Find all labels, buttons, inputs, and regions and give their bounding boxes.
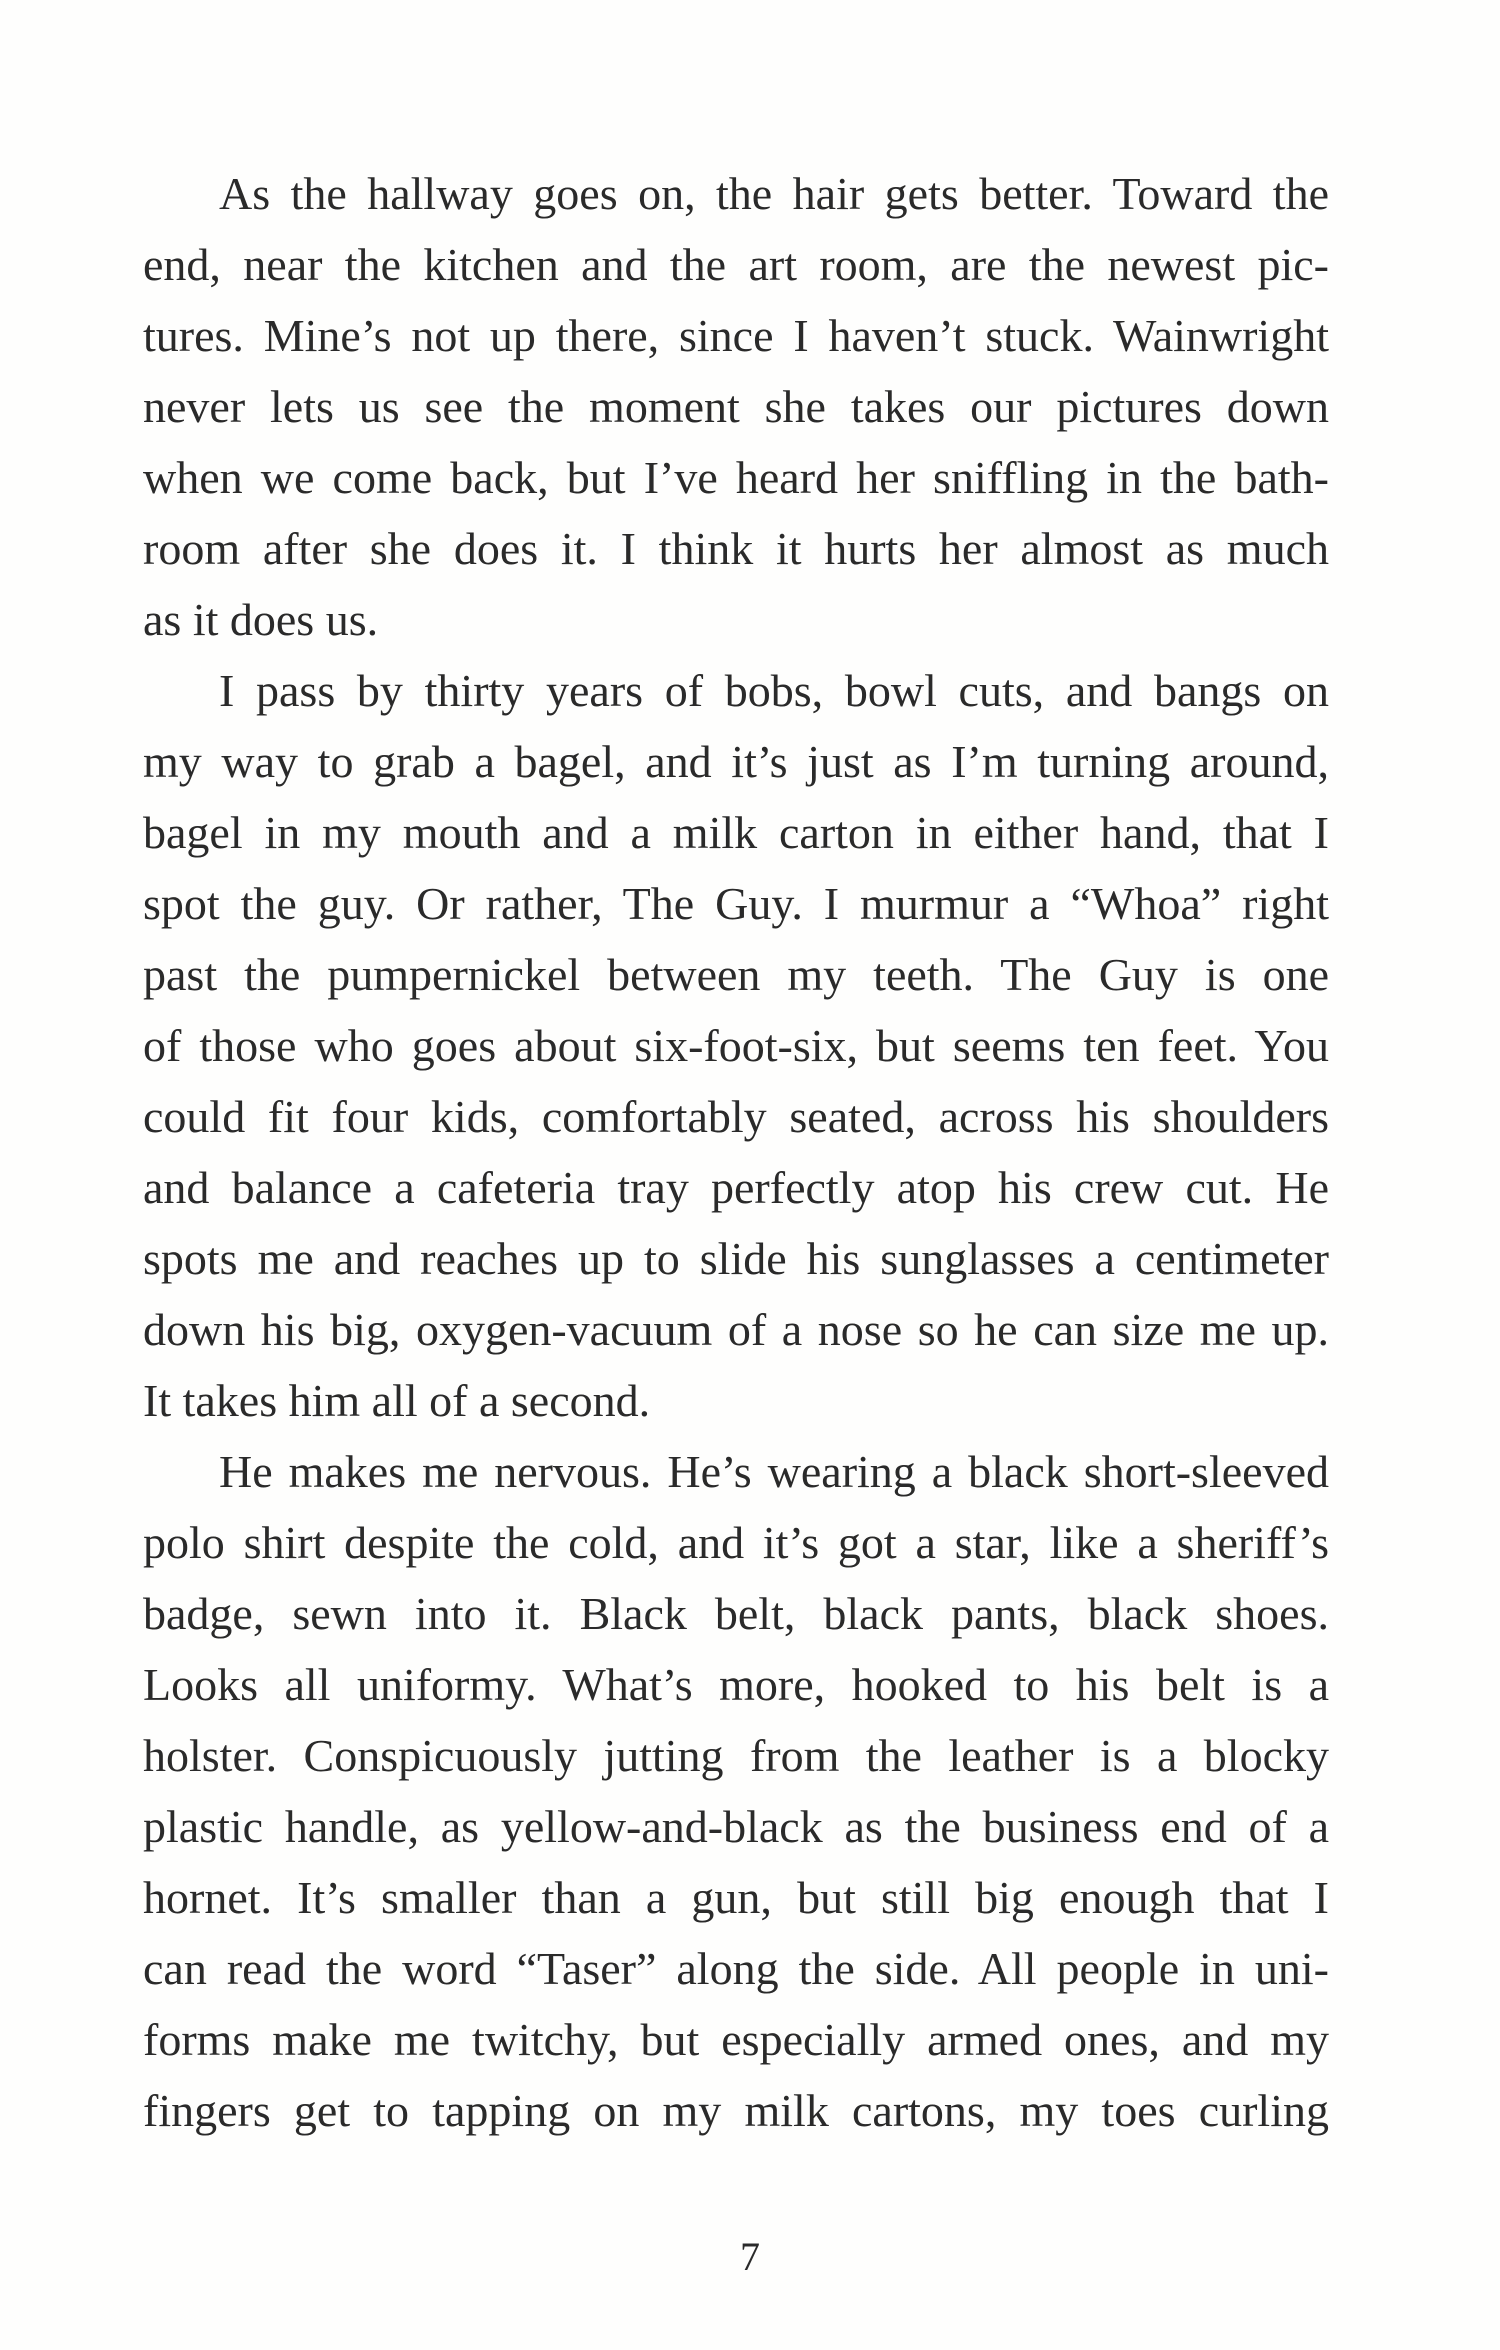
text-line: never lets us see the moment she takes our pictures down [143, 381, 1329, 432]
body-text [143, 158, 1329, 2146]
text-line: spot the guy. Or rather, The Guy. I murmur a “Whoa” right [143, 878, 1329, 929]
text-line: can read the word “Taser” along the side. All people in uni- [143, 1943, 1329, 1994]
text-line: as it does us. [143, 594, 379, 645]
text-line: I pass by thirty years of bobs, bowl cuts, and bangs on [219, 665, 1329, 716]
text-line: my way to grab a bagel, and it’s just as I’m turning around, [143, 736, 1329, 787]
text-line: when we come back, but I’ve heard her sniffling in the bath- [143, 452, 1329, 503]
text-line: end, near the kitchen and the art room, are the newest pic- [143, 239, 1329, 290]
text-line: down his big, oxygen-vacuum of a nose so he can size me up. [143, 1304, 1329, 1355]
text-line: fingers get to tapping on my milk cartons, my toes curling [143, 2085, 1329, 2136]
text-line: holster. Conspicuously jutting from the leather is a blocky [143, 1730, 1329, 1781]
text-line: tures. Mine’s not up there, since I haven’t stuck. Wainwright [143, 310, 1329, 361]
text-line: spots me and reaches up to slide his sunglasses a centimeter [143, 1233, 1329, 1284]
text-line: He makes me nervous. He’s wearing a black short-sleeved [219, 1446, 1329, 1497]
text-line: hornet. It’s smaller than a gun, but still big enough that I [143, 1872, 1329, 1923]
text-line: of those who goes about six-foot-six, but seems ten feet. You [143, 1020, 1329, 1071]
text-line: Looks all uniformy. What’s more, hooked to his belt is a [143, 1659, 1329, 1710]
page-number: 7 [740, 2234, 760, 2279]
text-line: polo shirt despite the cold, and it’s got a star, like a sheriff’s [143, 1517, 1329, 1568]
text-line: and balance a cafeteria tray perfectly atop his crew cut. He [143, 1162, 1329, 1213]
text-line: could fit four kids, comfortably seated, across his shoulders [143, 1091, 1329, 1142]
text-line: bagel in my mouth and a milk carton in either hand, that I [143, 807, 1329, 858]
text-line: forms make me twitchy, but especially armed ones, and my [143, 2014, 1329, 2065]
text-line: It takes him all of a second. [143, 1375, 651, 1426]
text-line: plastic handle, as yellow-and-black as the business end of a [143, 1801, 1329, 1852]
text-line: past the pumpernickel between my teeth. The Guy is one [143, 949, 1329, 1000]
text-line: room after she does it. I think it hurts her almost as much [143, 523, 1329, 574]
text-line: As the hallway goes on, the hair gets better. Toward the [219, 168, 1329, 219]
text-line: badge, sewn into it. Black belt, black pants, black shoes. [143, 1588, 1329, 1639]
